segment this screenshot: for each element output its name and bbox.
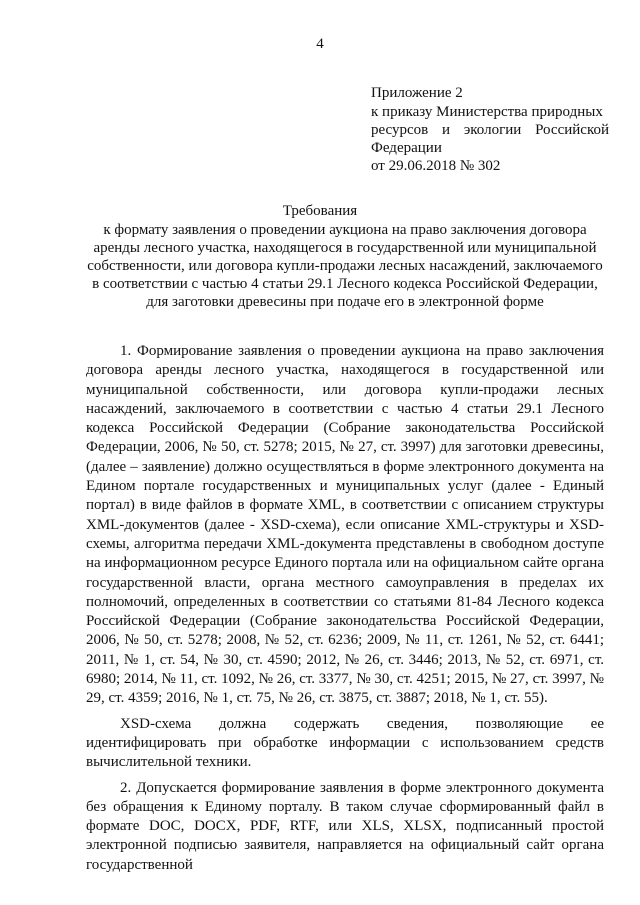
appendix-block (371, 84, 609, 175)
paragraph-xsd: XSD-схема должна содержать сведения, позволяющие ее идентифицировать при обработке информации с использованием средств вычислительной техники. (86, 715, 604, 771)
appendix-order-line: к приказу Министерства природных (371, 104, 603, 120)
appendix-date-line: от 29.06.2018 № 302 (371, 158, 501, 174)
appendix-federation-line: Федерации (371, 140, 442, 156)
paragraph-1: 1. Формирование заявления о проведении аукциона на право заключения договора аренды лесного участка, находящегося в государственной или муниципальной собственности, или договора купли-продажи лесных насаждений, заключаемого в соответствии с частью 4 статьи 29.1 Лесного кодекса Российской Федерации (Собрание законодательства Российской Федерации, 2006, № 50, ст. 5278; 2015, № 27, ст. 3997) для заготовки древесины, (далее – заявление) должно осуществляться в форме электронного документа на Едином портале государственных и муниципальных услуг (далее - Единый портал) в виде файлов в формате XML, в соответствии с описанием структуры XML-документов (далее - XSD-схема), если описание XML-структуры и XSD-схемы, алгоритма передачи XML-документа представлены в свободном доступе на информационном ресурсе Единого портала или на официальном сайте органа государственной власти, органа местного самоуправления в пределах их полномочий, определенных в соответствии со статьями 81-84 Лесного кодекса Российской Федерации (Собрание законодательства Российской Федерации, 2006, № 50, ст. 5278; 2008, № 52, ст. 6236; 2009, № 11, ст. 1261, № 52, ст. 6441; 2011, № 1, ст. 54, № 30, ст. 4590; 2012, № 26, ст. 3446; 2013, № 52, ст. 6971, ст. 6980; 2014, № 11, ст. 1092, № 26, ст. 3377, № 30, ст. 4251; 2015, № 27, ст. 3997, № 29, ст. 4359; 2016, № 1, ст. 75, № 26, ст. 3875, ст. 3887; 2018, № 1, ст. 55). (86, 343, 604, 707)
paragraph-2: 2. Допускается формирование заявления в форме электронного документа без обращения к Единому порталу. В таком случае сформированный файл в формате DOC, DOCX, PDF, RTF, или XLS, XLSX, подписанный простой электронной подписью заявителя, направляется на официальный сайт органа государственной (86, 779, 604, 873)
document-title: Требования (282, 203, 358, 219)
appendix-ministry-line: ресурсов и экологии Российской (371, 122, 609, 138)
document-subtitle: к формату заявления о проведении аукциона на право заключения договора аренды лесного участка, находящегося в государственной или муниципальной собственности, или договора купли-продажи лесных насаждений, заключаемого в соответствии с частью 4 статьи 29.1 Лесного кодекса Российской Федерации, для заготовки древесины при подаче его в электронной форме (87, 222, 603, 310)
page-number: 4 (316, 36, 324, 52)
document-body (86, 342, 604, 881)
appendix-label: Приложение 2 (371, 85, 463, 101)
